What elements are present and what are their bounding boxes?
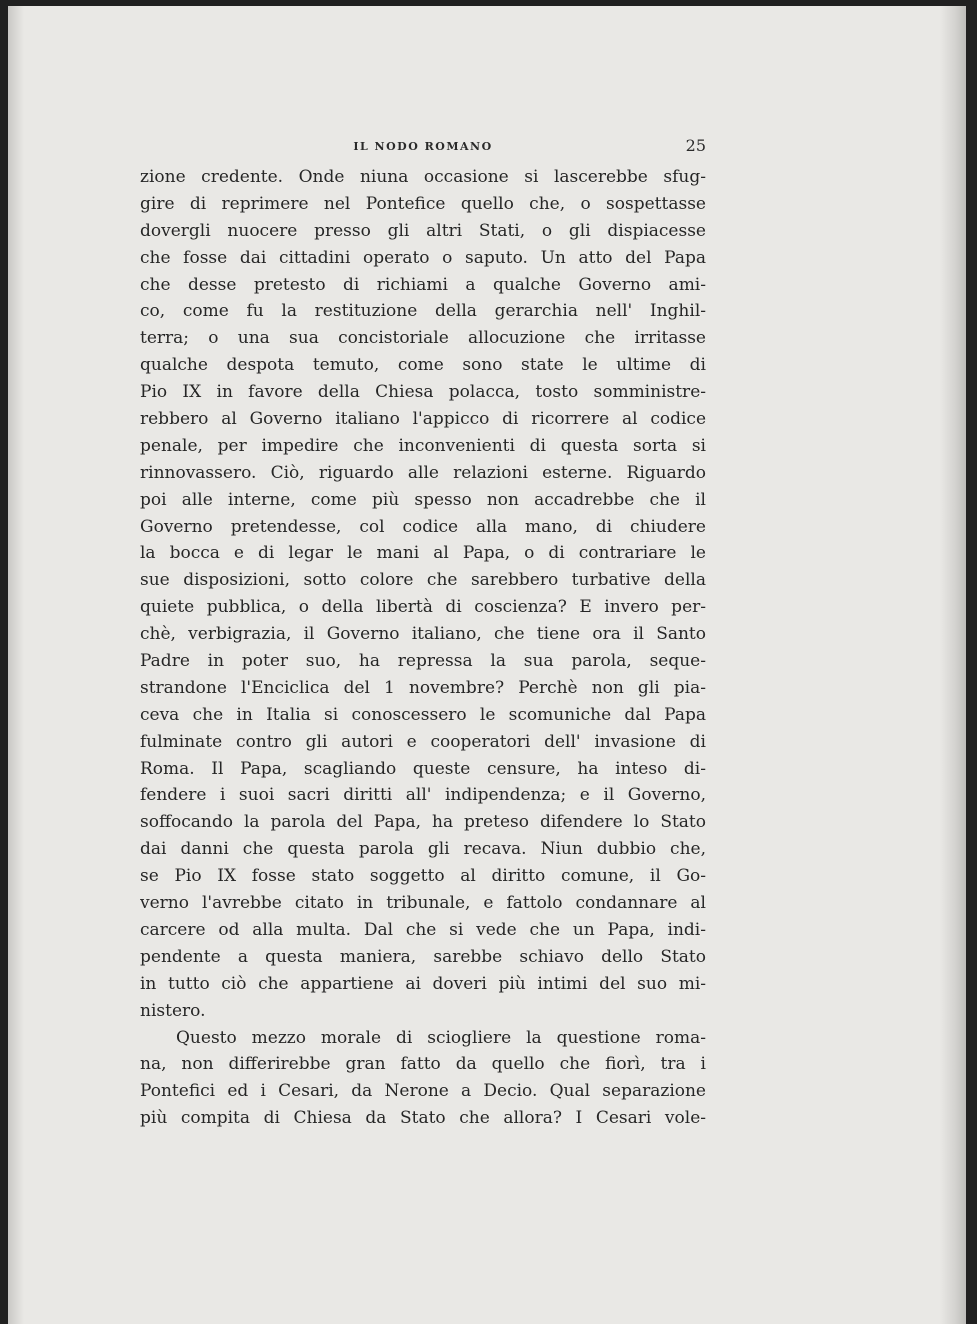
running-head — [140, 136, 706, 158]
text-line: carcere od alla multa. Dal che si vede che un Papa, indi- — [140, 919, 706, 940]
text-line: penale, per impedire che inconvenienti di questa sorta si — [140, 435, 706, 456]
text-line: rinnovassero. Ciò, riguardo alle relazioni esterne. Riguardo — [140, 462, 706, 483]
page-edge-shadow — [940, 6, 966, 1324]
text-line: dovergli nuocere presso gli altri Stati, o gli dispiacesse — [140, 220, 706, 241]
text-line: fendere i suoi sacri diritti all' indipendenza; e il Governo, — [140, 785, 706, 806]
text-line: se Pio IX fosse stato soggetto al diritto comune, il Go- — [140, 866, 706, 887]
text-line: Governo pretendesse, col codice alla mano, di chiudere — [140, 516, 706, 537]
text-line: Padre in poter suo, ha repressa la sua parola, seque- — [140, 651, 706, 672]
text-line: pendente a questa maniera, sarebbe schiavo dello Stato — [140, 946, 706, 967]
text-line: soffocando la parola del Papa, ha preteso difendere lo Stato — [140, 812, 706, 833]
page-gutter-shadow — [8, 6, 24, 1324]
text-line: na, non differirebbe gran fatto da quello che fiorì, tra i — [140, 1054, 706, 1075]
text-line: Roma. Il Papa, scagliando queste censure, ha inteso di- — [140, 758, 706, 779]
running-title: IL NODO ROMANO — [353, 140, 493, 153]
text-line: co, come fu la restituzione della gerarchia nell' Inghil- — [140, 301, 706, 322]
page-number: 25 — [685, 136, 706, 155]
text-line: Questo mezzo morale di sciogliere la questione roma- — [176, 1027, 706, 1048]
text-line: in tutto ciò che appartiene ai doveri più intimi del suo mi- — [140, 973, 706, 994]
text-line: Pontefici ed i Cesari, da Nerone a Decio. Qual separazione — [140, 1081, 706, 1102]
text-line: poi alle interne, come più spesso non accadrebbe che il — [140, 489, 706, 510]
text-line: sue disposizioni, sotto colore che sarebbero turbative della — [140, 570, 706, 591]
text-line: gire di reprimere nel Pontefice quello che, o sospettasse — [140, 193, 706, 214]
text-line: che fosse dai cittadini operato o saputo. Un atto del Papa — [140, 247, 706, 268]
text-line: zione credente. Onde niuna occasione si lascerebbe sfug- — [140, 167, 706, 187]
text-line: qualche despota temuto, come sono state le ultime di — [140, 355, 706, 376]
body-text — [140, 164, 706, 1132]
text-line: che desse pretesto di richiami a qualche Governo ami- — [140, 274, 706, 295]
text-line: Pio IX in favore della Chiesa polacca, tosto somministre- — [140, 382, 706, 403]
text-line: fulminate contro gli autori e cooperatori dell' invasione di — [140, 731, 706, 752]
text-line: dai danni che questa parola gli recava. Niun dubbio che, — [140, 839, 706, 860]
text-line: più compita di Chiesa da Stato che allora? I Cesari vole- — [140, 1108, 706, 1129]
text-line: strandone l'Enciclica del 1 novembre? Perchè non gli pia- — [140, 677, 706, 698]
text-line: verno l'avrebbe citato in tribunale, e fattolo condannare al — [140, 893, 706, 914]
text-line: rebbero al Governo italiano l'appicco di ricorrere al codice — [140, 409, 706, 430]
text-line: chè, verbigrazia, il Governo italiano, che tiene ora il Santo — [140, 624, 706, 645]
text-line: terra; o una sua concistoriale allocuzione che irritasse — [140, 328, 706, 349]
text-line: la bocca e di legar le mani al Papa, o di contrariare le — [140, 543, 706, 564]
text-line: quiete pubblica, o della libertà di coscienza? E invero per- — [140, 597, 706, 618]
text-line: nistero. — [140, 1000, 206, 1021]
text-line: ceva che in Italia si conoscessero le scomuniche dal Papa — [140, 704, 706, 725]
